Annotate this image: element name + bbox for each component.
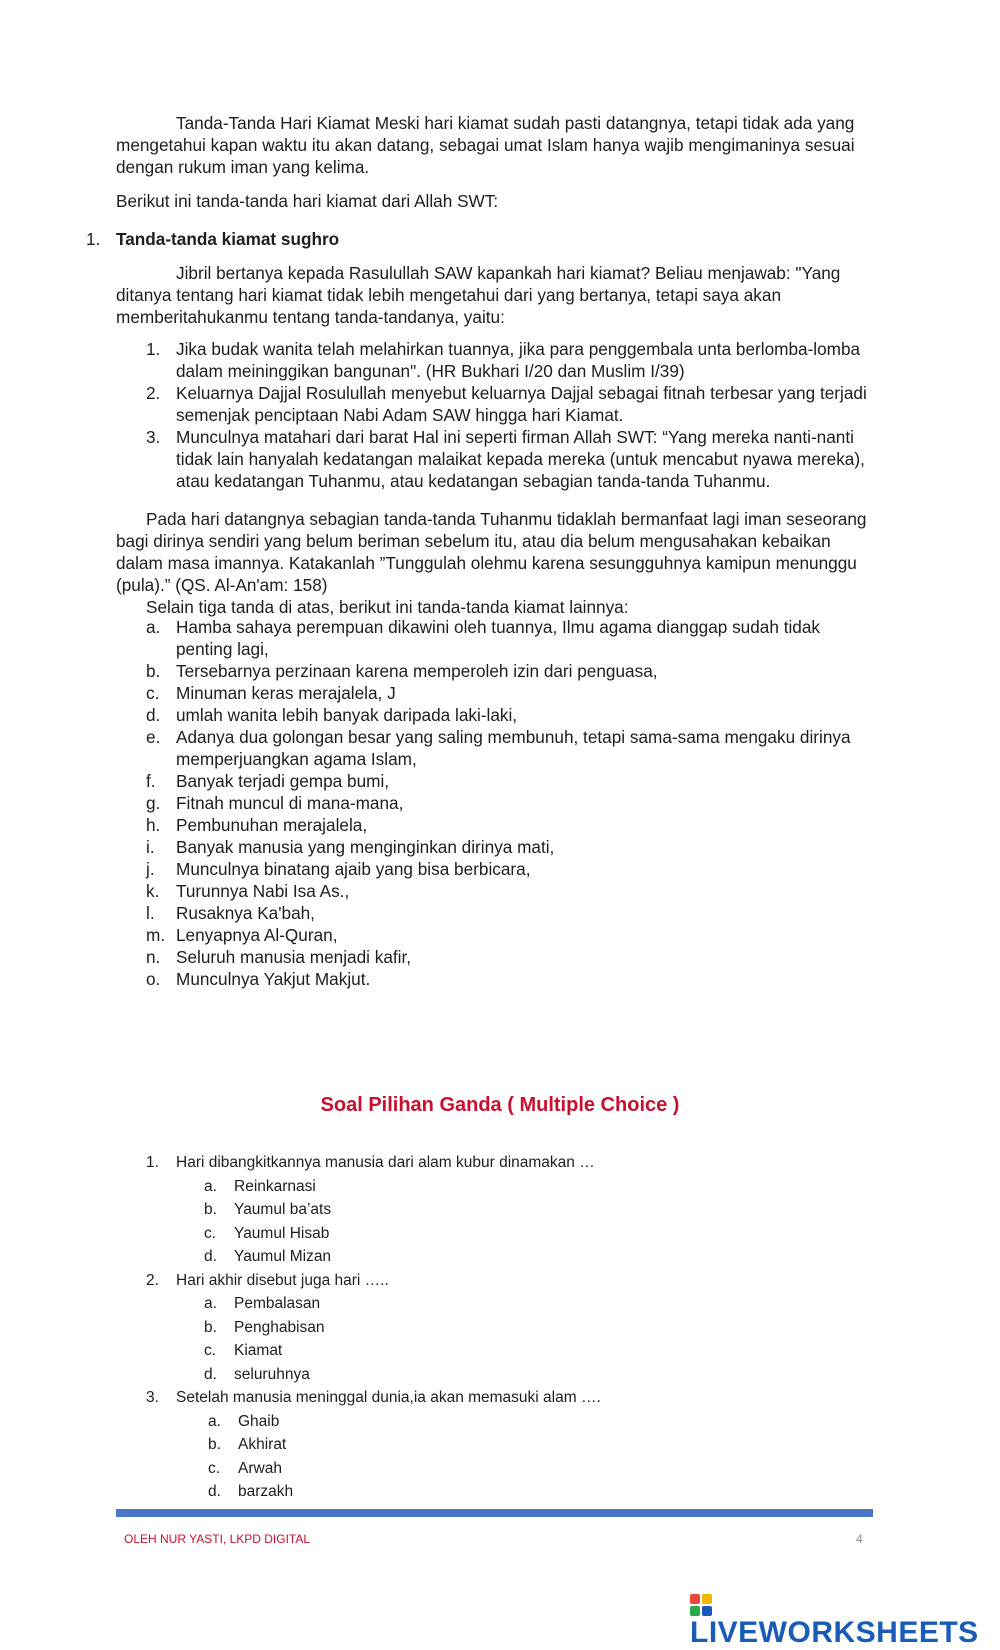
question-number: 3. bbox=[146, 1389, 159, 1406]
list-item bbox=[146, 924, 876, 946]
list-text: Banyak manusia yang menginginkan dirinya mati, bbox=[176, 837, 555, 857]
list-text: Turunnya Nabi Isa As., bbox=[176, 881, 350, 901]
list-item bbox=[146, 704, 876, 726]
list-marker: k. bbox=[146, 881, 160, 901]
list-item bbox=[146, 660, 876, 682]
list-marker: c. bbox=[146, 683, 160, 703]
list-item bbox=[146, 858, 876, 880]
closing-paragraph: Pada hari datangnya sebagian tanda-tanda Tuhanmu tidaklah bermanfaat lagi iman seseorang bagi dirinya sendiri yang belum beriman sebelum itu, atau dia belum mengusahakan kebaikan dalam masa imannya. Katakanlah ”Tunggulah olehmu karena sesungguhnya kamipun menunggu (pula).” (QS. Al-An'am: 158) bbox=[116, 509, 867, 595]
intro-paragraph: Tanda-Tanda Hari Kiamat Meski hari kiamat sudah pasti datangnya, tetapi tidak ada yang mengetahui kapan waktu itu akan datang, sebagai umat Islam hanya wajib mengimaninya sesuai dengan rukum iman yang kelima. bbox=[116, 113, 855, 177]
option-text: Yaumul Mizan bbox=[234, 1248, 332, 1265]
list-marker: d. bbox=[146, 705, 161, 725]
list-text: Fitnah muncul di mana-mana, bbox=[176, 793, 404, 813]
intro-line: Berikut ini tanda-tanda hari kiamat dari Allah SWT: bbox=[116, 191, 499, 211]
list-item bbox=[146, 382, 876, 426]
option-text: Ghaib bbox=[238, 1412, 280, 1430]
list-marker: j. bbox=[146, 859, 155, 879]
list-item bbox=[146, 726, 876, 770]
option-text: Reinkarnasi bbox=[234, 1177, 316, 1195]
intro-section bbox=[116, 112, 876, 212]
list-item bbox=[146, 946, 876, 968]
option[interactable] bbox=[204, 1363, 846, 1387]
list-marker: l. bbox=[146, 903, 155, 923]
list-marker: 3. bbox=[146, 427, 161, 447]
list-text: Banyak terjadi gempa bumi, bbox=[176, 771, 390, 791]
option-text: Yaumul ba’ats bbox=[234, 1201, 332, 1218]
list-item bbox=[146, 814, 876, 836]
brand-logo[interactable] bbox=[690, 1594, 1000, 1650]
option-text: Kiamat bbox=[234, 1342, 283, 1359]
section-paragraph-block bbox=[116, 262, 876, 328]
footer-divider bbox=[116, 1509, 873, 1517]
sughro-signs-list bbox=[146, 338, 876, 492]
option-letter: c. bbox=[208, 1459, 221, 1477]
list-text: Rusaknya Ka'bah, bbox=[176, 903, 315, 923]
list-item bbox=[146, 682, 876, 704]
option[interactable] bbox=[204, 1316, 846, 1340]
option[interactable] bbox=[208, 1433, 846, 1457]
question-number: 1. bbox=[146, 1154, 159, 1171]
option[interactable] bbox=[208, 1457, 846, 1481]
liveworksheets-logo-icon bbox=[690, 1594, 712, 1616]
list-text: Munculnya Yakjut Makjut. bbox=[176, 969, 371, 989]
option-list bbox=[146, 1292, 846, 1386]
quiz-questions bbox=[146, 1151, 846, 1504]
question bbox=[146, 1386, 846, 1410]
list-item bbox=[146, 836, 876, 858]
option-letter: d. bbox=[204, 1248, 217, 1265]
option-letter: a. bbox=[208, 1412, 221, 1430]
option[interactable] bbox=[204, 1198, 846, 1222]
list-item bbox=[146, 880, 876, 902]
option-text: Yaumul Hisab bbox=[234, 1224, 330, 1242]
option[interactable] bbox=[204, 1245, 846, 1269]
list-text: Lenyapnya Al-Quran, bbox=[176, 925, 338, 945]
option-text: Penghabisan bbox=[234, 1318, 325, 1336]
list-marker: h. bbox=[146, 815, 161, 835]
option[interactable] bbox=[204, 1292, 846, 1316]
list-text: Munculnya binatang ajaib yang bisa berbicara, bbox=[176, 859, 531, 879]
option[interactable] bbox=[204, 1175, 846, 1199]
list-text: Minuman keras merajalela, J bbox=[176, 683, 396, 703]
option-letter: a. bbox=[204, 1295, 217, 1312]
option-text: Arwah bbox=[238, 1459, 282, 1477]
section-heading: Tanda-tanda kiamat sughro bbox=[116, 229, 340, 249]
quiz-title: Soal Pilihan Ganda ( Multiple Choice ) bbox=[320, 1094, 680, 1116]
footer-author: OLEH NUR YASTI, LKPD DIGITAL bbox=[124, 1532, 311, 1546]
option-letter: c. bbox=[204, 1342, 217, 1359]
question bbox=[146, 1151, 846, 1175]
section-number: 1. bbox=[86, 229, 101, 249]
option-text: Pembalasan bbox=[234, 1295, 321, 1312]
option-letter: a. bbox=[204, 1177, 217, 1195]
list-marker: a. bbox=[146, 617, 161, 637]
option-text: Akhirat bbox=[238, 1436, 287, 1453]
option-letter: b. bbox=[204, 1318, 217, 1336]
others-intro: Selain tiga tanda di atas, berikut ini tanda-tanda kiamat lainnya: bbox=[146, 597, 629, 617]
question-text: Hari akhir disebut juga hari ….. bbox=[176, 1271, 389, 1289]
other-signs-list bbox=[146, 616, 876, 990]
page-number: 4 bbox=[856, 1532, 863, 1546]
list-text: Adanya dua golongan besar yang saling membunuh, tetapi sama-sama mengaku dirinya memperjuangkan agama Islam, bbox=[176, 727, 851, 769]
list-item bbox=[146, 426, 876, 492]
list-item bbox=[146, 616, 876, 660]
closing-block bbox=[116, 508, 876, 618]
list-item bbox=[146, 792, 876, 814]
section-paragraph: Jibril bertanya kepada Rasulullah SAW kapankah hari kiamat? Beliau menjawab: "Yang ditanya tentang hari kiamat tidak lebih mengetahui dari yang bertanya, tetapi saya akan memberitahukanmu tentang tanda-tandanya, yaitu: bbox=[116, 263, 841, 327]
list-marker: e. bbox=[146, 727, 161, 747]
option-text: barzakh bbox=[238, 1483, 294, 1500]
option-letter: b. bbox=[208, 1436, 221, 1453]
option-list bbox=[146, 1175, 846, 1269]
list-text: Seluruh manusia menjadi kafir, bbox=[176, 947, 412, 967]
list-text: umlah wanita lebih banyak daripada laki-laki, bbox=[176, 705, 518, 725]
list-text: Hamba sahaya perempuan dikawini oleh tuannya, Ilmu agama dianggap sudah tidak penting lagi, bbox=[176, 617, 820, 659]
option-text: seluruhnya bbox=[234, 1365, 310, 1383]
option[interactable] bbox=[204, 1339, 846, 1363]
option-letter: c. bbox=[204, 1224, 217, 1242]
option[interactable] bbox=[208, 1480, 846, 1504]
list-marker: n. bbox=[146, 947, 161, 967]
list-text: Jika budak wanita telah melahirkan tuannya, jika para penggembala unta berlomba-lomba dalam meininggikan bangunan". (HR Bukhari I/20 dan Muslim I/39) bbox=[176, 339, 861, 381]
question-number: 2. bbox=[146, 1271, 159, 1289]
option-letter: d. bbox=[208, 1483, 221, 1500]
question-text: Hari dibangkitkannya manusia dari alam kubur dinamakan … bbox=[176, 1154, 595, 1171]
option[interactable] bbox=[208, 1410, 846, 1434]
list-marker: g. bbox=[146, 793, 161, 813]
list-marker: 1. bbox=[146, 339, 161, 359]
list-text: Munculnya matahari dari barat Hal ini seperti firman Allah SWT: “Yang mereka nanti-nanti tidak lain hanyalah kedatangan malaikat kepada mereka (untuk mencabut nyawa mereka), atau kedatangan Tuhanmu, atau kedatangan sebagian tanda-tanda Tuhanmu. bbox=[176, 427, 865, 491]
list-marker: b. bbox=[146, 661, 161, 681]
option[interactable] bbox=[204, 1222, 846, 1246]
brand-name: LIVEWORKSHEETS bbox=[690, 1616, 979, 1649]
list-marker: m. bbox=[146, 925, 166, 945]
list-item bbox=[146, 770, 876, 792]
option-list bbox=[146, 1410, 846, 1504]
question-text: Setelah manusia meninggal dunia,ia akan memasuki alam …. bbox=[176, 1389, 601, 1406]
list-item bbox=[146, 902, 876, 924]
option-letter: d. bbox=[204, 1365, 217, 1383]
option-letter: b. bbox=[204, 1201, 217, 1218]
list-text: Tersebarnya perzinaan karena memperoleh izin dari penguasa, bbox=[176, 661, 658, 681]
list-item bbox=[146, 968, 876, 990]
list-marker: 2. bbox=[146, 383, 161, 403]
list-marker: o. bbox=[146, 969, 161, 989]
list-marker: f. bbox=[146, 771, 156, 791]
list-text: Keluarnya Dajjal Rosulullah menyebut keluarnya Dajjal sebagai fitnah terbesar yang terjadi semenjak penciptaan Nabi Adam SAW hingga hari Kiamat. bbox=[176, 383, 867, 425]
list-text: Pembunuhan merajalela, bbox=[176, 815, 368, 835]
list-item bbox=[146, 338, 876, 382]
question bbox=[146, 1269, 846, 1293]
list-marker: i. bbox=[146, 837, 155, 857]
